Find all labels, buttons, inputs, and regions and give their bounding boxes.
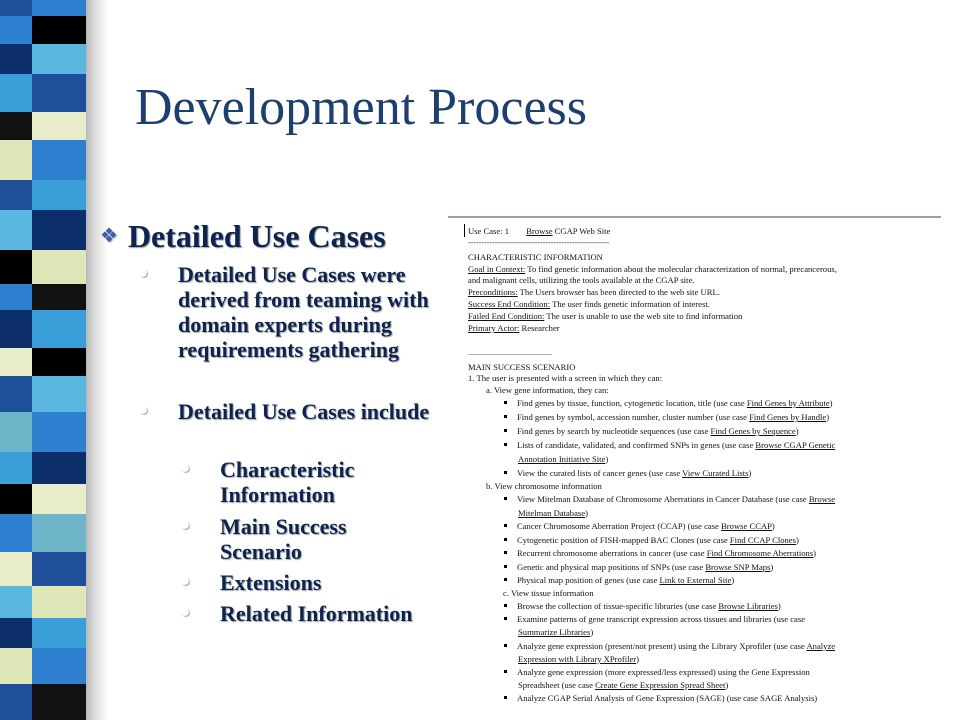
- use-case-link[interactable]: Browse CGAP Genetic: [755, 440, 836, 450]
- bullet-dot-icon: •: [136, 262, 151, 287]
- square-bullet-icon: [504, 429, 507, 432]
- doc-list-item: Find genes by tissue, function, cytogenetic location, title (use case Find Genes by Attribute): [504, 398, 833, 409]
- use-case-link[interactable]: Find Chromosome Aberrations: [706, 548, 814, 558]
- use-case-link[interactable]: Find Genes by Sequence: [710, 426, 796, 436]
- doc-preconditions: Preconditions: The Users browser has been directed to the web site URL.: [468, 287, 720, 297]
- doc-header: Use Case: 1 Browse CGAP Web Site: [468, 226, 611, 236]
- doc-divider-2: ..........................................: [468, 348, 552, 357]
- doc-list-item: Lists of candidate, validated, and confirmed SNPs in genes (use case Browse CGAP Genetic: [504, 440, 835, 451]
- strip-block: [0, 348, 86, 376]
- strip-block: [0, 648, 86, 684]
- use-case-link[interactable]: Expression with Library XProfiler: [518, 653, 637, 664]
- strip-block: [0, 618, 86, 648]
- doc-step-b: b. View chromosome information: [486, 481, 602, 491]
- doc-list-item: Cancer Chromosome Aberration Project (CCAP) (use case Browse CCAP): [504, 521, 775, 532]
- bullet-icon: ❖: [100, 223, 118, 247]
- strip-block: [0, 586, 86, 618]
- strip-block: [0, 684, 86, 720]
- bullet-dot-icon: •: [178, 514, 193, 539]
- strip-block: [0, 16, 86, 44]
- doc-list-item: Analyze gene expression (more expressed/less expressed) using the Gene Expression: [504, 667, 810, 678]
- square-bullet-icon: [504, 670, 507, 673]
- strip-block: [0, 310, 86, 348]
- text-cursor: [464, 224, 465, 237]
- doc-step-c: c. View tissue information: [503, 588, 594, 598]
- doc-list-item: Summarize Libraries): [518, 627, 594, 638]
- use-case-link[interactable]: View Curated Lists: [682, 468, 749, 478]
- use-case-link[interactable]: Mitelman Database: [518, 507, 586, 518]
- use-case-link[interactable]: Analyze: [806, 640, 836, 651]
- doc-list-item: Browse the collection of tissue-specific libraries (use case Browse Libraries): [504, 601, 781, 612]
- item-text: Related Information: [220, 601, 413, 626]
- doc-goal: Goal in Context: To find genetic information about the molecular characterization of normal, precancerous,: [468, 264, 837, 274]
- doc-list-item: Spreadsheet (use case Create Gene Expression Spread Sheet): [518, 680, 729, 691]
- sub-bullet-text: Detailed Use Cases were derived from teaming with domain experts during requirements gathering: [178, 262, 429, 362]
- square-bullet-icon: [504, 565, 507, 568]
- strip-block: [0, 74, 86, 112]
- strip-block: [0, 514, 86, 552]
- doc-list-item: Physical map position of genes (use case Link to External Site): [504, 575, 734, 586]
- doc-main-heading: MAIN SUCCESS SCENARIO: [468, 362, 576, 372]
- doc-actor: Primary Actor: Researcher: [468, 323, 560, 333]
- strip-block: [0, 44, 86, 74]
- bullet-dot-icon: •: [136, 399, 151, 424]
- square-bullet-icon: [504, 578, 507, 581]
- strip-block: [0, 284, 86, 310]
- strip-shadow: [86, 0, 108, 720]
- strip-block: [0, 412, 86, 452]
- doc-list-item: Examine patterns of gene transcript expression across tissues and libraries (use case: [504, 614, 805, 625]
- doc-char-info: CHARACTERISTIC INFORMATION: [468, 252, 603, 262]
- use-case-document: [448, 216, 941, 708]
- use-case-link[interactable]: Find CCAP Clones: [729, 534, 796, 545]
- doc-list-item: Cytogenetic position of FISH-mapped BAC Clones (use case Find CCAP Clones): [504, 535, 799, 546]
- bullet-dot-icon: •: [178, 601, 193, 626]
- doc-divider: -----------------------------------------------------: [468, 238, 610, 247]
- doc-list-item: Expression with Library XProfiler): [518, 653, 640, 664]
- sub-bullet-1: [136, 262, 448, 362]
- doc-list-item: Recurrent chromosome aberrations in cancer (use case Find Chromosome Aberrations): [504, 548, 816, 559]
- level1-bullet: [100, 218, 386, 255]
- strip-block: [0, 552, 86, 586]
- doc-list-item: Mitelman Database): [518, 507, 588, 518]
- decorative-strip: [0, 0, 108, 720]
- doc-list-item: View Mitelman Database of Chromosome Aberrations in Cancer Database (use case Browse: [504, 494, 835, 505]
- item-3: [178, 570, 450, 595]
- square-bullet-icon: [504, 617, 507, 620]
- strip-block: [0, 484, 86, 514]
- use-case-link[interactable]: Find Genes by Attribute: [746, 398, 830, 408]
- strip-block: [0, 452, 86, 484]
- slide-title: Development Process: [135, 79, 588, 136]
- square-bullet-icon: [504, 696, 507, 699]
- doc-list-item: Annotation Initiative Site): [518, 454, 609, 464]
- use-case-link[interactable]: Browse CCAP: [721, 521, 772, 531]
- use-case-link[interactable]: Annotation Initiative Site: [518, 454, 606, 464]
- item-4: [178, 601, 450, 626]
- bullet-dot-icon: •: [178, 457, 193, 482]
- square-bullet-icon: [504, 401, 507, 404]
- square-bullet-icon: [504, 644, 507, 647]
- doc-list-item: Analyze gene expression (present/not present) using the Library Xprofiler (use case Analyze: [504, 641, 835, 652]
- doc-failed: Failed End Condition: The user is unable to use the web site to find information: [468, 311, 743, 321]
- strip-block: [0, 112, 86, 140]
- use-case-link[interactable]: Link to External Site: [659, 575, 732, 585]
- doc-list-item: Find genes by symbol, accession number, cluster number (use case Find Genes by Handle): [504, 412, 829, 423]
- strip-block: [0, 210, 86, 250]
- strip-block: [0, 0, 86, 16]
- doc-list-item: Find genes by search by nucleotide sequences (use case Find Genes by Sequence): [504, 426, 799, 437]
- square-bullet-icon: [504, 524, 507, 527]
- item-1: [178, 457, 430, 507]
- use-case-link[interactable]: Browse SNP Maps: [705, 561, 771, 572]
- item-text: Extensions: [220, 570, 322, 595]
- bullet-dot-icon: •: [178, 570, 193, 595]
- use-case-link[interactable]: Browse Libraries: [718, 601, 778, 611]
- doc-step-1: 1. The user is presented with a screen in which they can:: [468, 373, 663, 383]
- doc-goal-2: and malignant cells, utilizing the tools available at the CGAP site.: [468, 275, 695, 285]
- square-bullet-icon: [504, 415, 507, 418]
- doc-step-a: a. View gene information, they can:: [486, 385, 609, 395]
- sub-bullet-2: [136, 399, 448, 424]
- strip-block: [0, 140, 86, 180]
- doc-list-item: Analyze CGAP Serial Analysis of Gene Expression (SAGE) (use case SAGE Analysis): [504, 693, 817, 704]
- item-text: Main Success Scenario: [220, 514, 347, 564]
- heading-text: Detailed Use Cases: [127, 218, 386, 254]
- use-case-link[interactable]: Create Gene Expression Spread Sheet: [595, 680, 726, 691]
- sub-bullet-text: Detailed Use Cases include: [178, 399, 430, 424]
- item-2: [178, 514, 430, 564]
- strip-block: [0, 250, 86, 284]
- use-case-link[interactable]: Find Genes by Handle: [749, 412, 827, 422]
- use-case-link[interactable]: Browse: [808, 494, 836, 504]
- square-bullet-icon: [504, 538, 507, 541]
- use-case-link[interactable]: Summarize Libraries: [518, 627, 591, 638]
- strip-block: [0, 180, 86, 210]
- square-bullet-icon: [504, 604, 507, 607]
- doc-list-item: Genetic and physical map positions of SNPs (use case Browse SNP Maps): [504, 562, 773, 573]
- strip-block: [0, 376, 86, 412]
- doc-success: Success End Condition: The user finds genetic information of interest.: [468, 299, 710, 309]
- doc-list-item: View the curated lists of cancer genes (use case View Curated Lists): [504, 468, 751, 479]
- item-text: Characteristic Information: [220, 457, 355, 507]
- square-bullet-icon: [504, 471, 507, 474]
- square-bullet-icon: [504, 443, 507, 446]
- square-bullet-icon: [504, 497, 507, 500]
- square-bullet-icon: [504, 551, 507, 554]
